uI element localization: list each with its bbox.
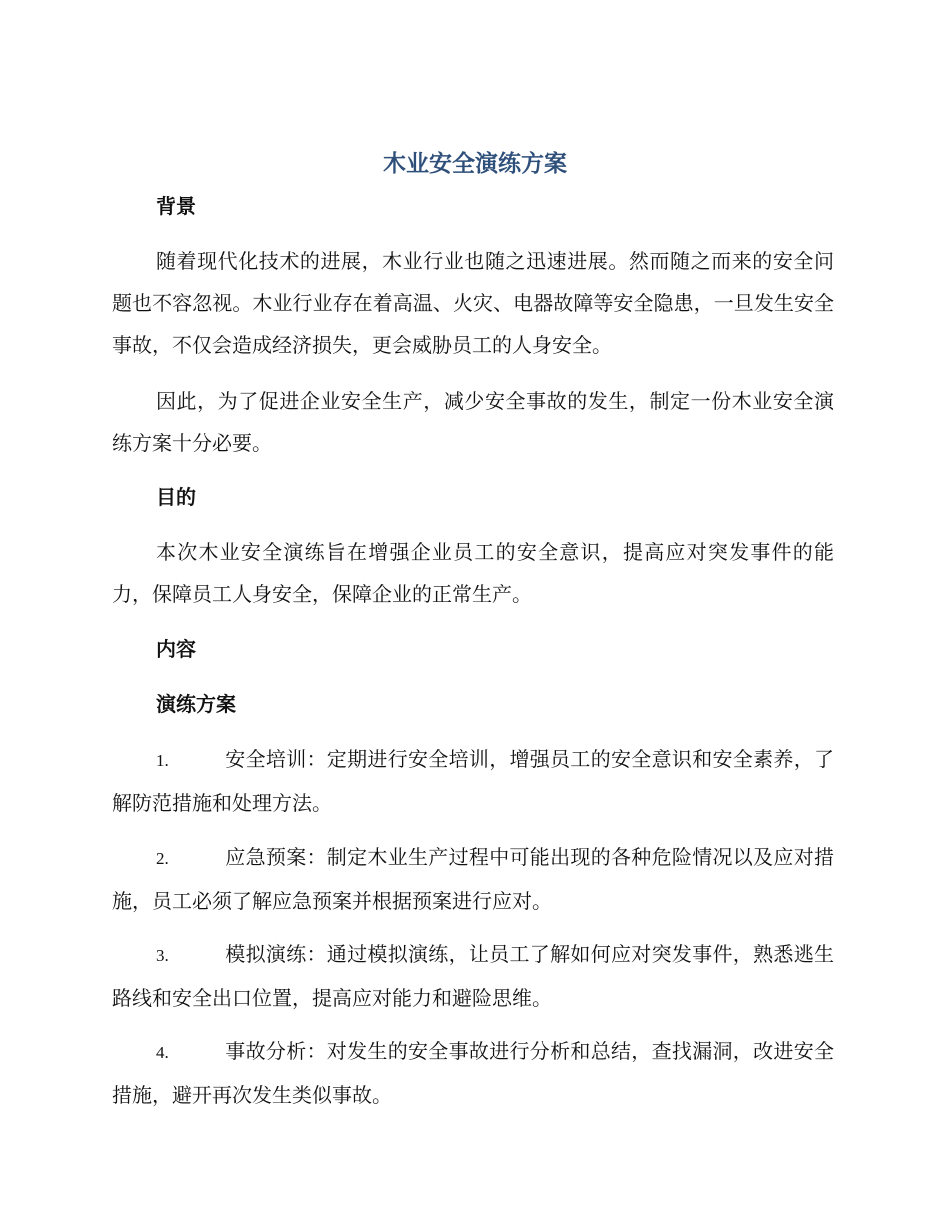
plan-item-text: 事故分析：对发生的安全事故进行分析和总结，查找漏洞，改进安全措施，避开再次发生类似事故。 — [112, 1039, 834, 1107]
section-heading-plan: 演练方案 — [156, 692, 236, 716]
section-heading-purpose: 目的 — [156, 485, 196, 509]
plan-item-text: 模拟演练：通过模拟演练，让员工了解如何应对突发事件，熟悉逃生路线和安全出口位置，提高应对能力和避险思维。 — [112, 942, 834, 1010]
document-title: 木业安全演练方案 — [383, 151, 567, 177]
plan-item-number: 3. — [156, 946, 169, 965]
plan-item-text: 安全培训：定期进行安全培训，增强员工的安全意识和安全素养，了解防范措施和处理方法。 — [112, 747, 834, 815]
plan-item-1 — [112, 738, 834, 824]
plan-item-number: 1. — [156, 751, 169, 770]
plan-item-number: 4. — [156, 1043, 169, 1062]
section-heading-background: 背景 — [156, 194, 196, 218]
plan-item-text: 应急预案：制定木业生产过程中可能出现的各种危险情况以及应对措施，员工必须了解应急预案并根据预案进行应对。 — [112, 845, 834, 913]
plan-item-number: 2. — [156, 849, 169, 868]
plan-item-4 — [112, 1030, 834, 1116]
background-paragraph-2: 因此，为了促进企业安全生产，减少安全事故的发生，制定一份木业安全演练方案十分必要。 — [112, 389, 834, 455]
plan-item-2 — [112, 836, 834, 922]
purpose-paragraph: 本次木业安全演练旨在增强企业员工的安全意识，提高应对突发事件的能力，保障员工人身安全，保障企业的正常生产。 — [112, 540, 834, 606]
section-heading-content: 内容 — [156, 637, 196, 661]
plan-item-3 — [112, 933, 834, 1019]
background-paragraph-1: 随着现代化技术的进展，木业行业也随之迅速进展。然而随之而来的安全问题也不容忽视。木业行业存在着高温、火灾、电器故障等安全隐患，一旦发生安全事故，不仅会造成经济损失，更会威胁员工的人身安全。 — [112, 249, 834, 357]
